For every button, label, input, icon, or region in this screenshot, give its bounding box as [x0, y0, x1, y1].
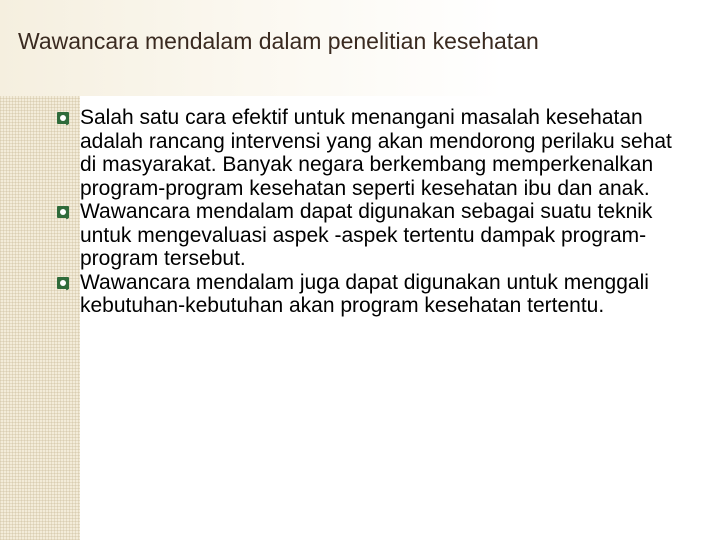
slide-title: Wawancara mendalam dalam penelitian kesehatan — [18, 28, 539, 54]
checkbox-q-icon — [57, 206, 69, 218]
bullet-text-3: Wawancara mendalam juga dapat digunakan untuk menggali kebutuhan-kebutuhan akan program kesehatan tertentu. — [80, 270, 649, 317]
bullet-item-2 — [0, 200, 682, 271]
bullet-text-2: Wawancara mendalam dapat digunakan sebagai suatu teknik untuk mengevaluasi aspek -aspek tertentu dampak program-program tersebut. — [80, 200, 653, 270]
bullet-item-1 — [0, 106, 682, 200]
checkbox-q-icon — [57, 112, 69, 124]
checkbox-q-icon — [57, 277, 69, 289]
bullet-list — [0, 106, 720, 318]
bullet-item-3 — [0, 271, 682, 318]
bullet-text-1: Salah satu cara efektif untuk menangani masalah kesehatan adalah rancang intervensi yang akan mendorong perilaku sehat di masyarakat. Banyak negara berkembang memperkenalkan program-program kesehatan seperti kesehatan ibu dan anak. — [80, 106, 672, 200]
